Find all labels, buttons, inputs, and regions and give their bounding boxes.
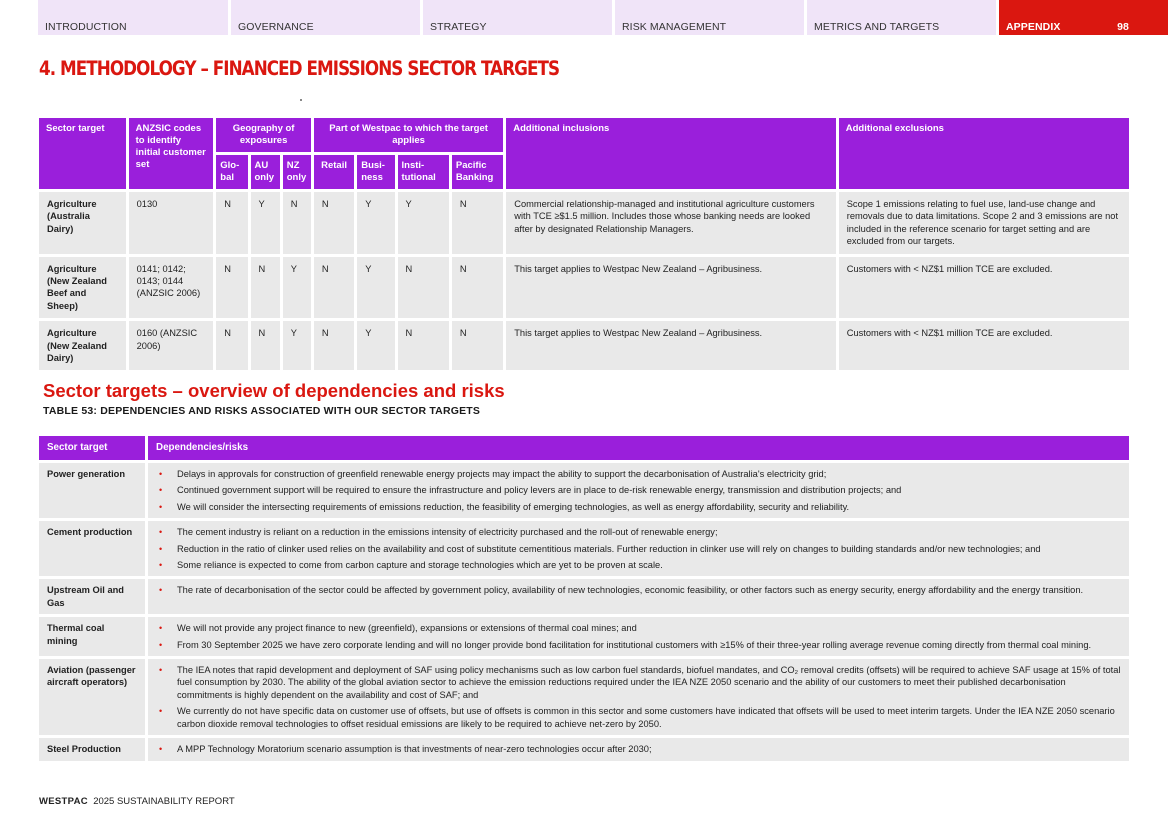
risk-text: We will not provide any project finance to new (greenfield), expansions or extensions of thermal coal mines; and [177, 623, 637, 634]
stray-mark [300, 99, 302, 101]
tab-metrics-and-targets[interactable]: METRICS AND TARGETS [807, 0, 996, 35]
cell-au: N [251, 257, 280, 319]
risk-text: Delays in approvals for construction of greenfield renewable energy projects may impact the ability to support the decarbonisation of Australia's electricity grid; [177, 469, 827, 479]
risk-text: Some reliance is expected to come from carbon capture and storage technologies which are yet to be proven at scale. [177, 560, 663, 571]
list-item [156, 501, 1121, 513]
cell-sector: Upstream Oil and Gas [39, 579, 145, 614]
cell-anzsic: 0160 (ANZSIC 2006) [129, 321, 214, 370]
cell-sector: Cement production [39, 521, 145, 576]
cell-inclusions: Commercial relationship-managed and institutional agriculture customers with TCE ≥$1.5 million. Includes those whose banking needs are looked after by designated Relationship Managers. [506, 192, 835, 254]
cell-global: N [216, 192, 247, 254]
header-au-only: AU only [251, 155, 280, 189]
cell-anzsic: 0141; 0142; 0143; 0144 (ANZSIC 2006) [129, 257, 214, 319]
footer [39, 796, 235, 807]
bullet-icon: • [159, 560, 163, 571]
cell-risks [148, 659, 1129, 735]
cell-anzsic: 0130 [129, 192, 214, 254]
dependencies-risks-table [36, 433, 1132, 764]
cell-global: N [216, 257, 247, 319]
table-row [39, 463, 1129, 518]
cell-sector: Agriculture (New Zealand Beef and Sheep) [39, 257, 126, 319]
cell-risks [148, 521, 1129, 576]
cell-sector: Power generation [39, 463, 145, 518]
header-retail: Retail [314, 155, 354, 189]
methodology-table [36, 115, 1132, 373]
tab-risk-management[interactable]: RISK MANAGEMENT [615, 0, 804, 35]
list-item [156, 664, 1121, 701]
bullet-icon: • [159, 543, 163, 554]
list-item [156, 468, 1121, 480]
tab-governance[interactable]: GOVERNANCE [231, 0, 420, 35]
list-item [156, 543, 1121, 555]
list-item [156, 622, 1121, 634]
cell-inclusions: This target applies to Westpac New Zealand – Agribusiness. [506, 321, 835, 370]
cell-business: Y [357, 321, 394, 370]
tab-introduction[interactable]: INTRODUCTION [38, 0, 228, 35]
cell-au: Y [251, 192, 280, 254]
header-additional-exclusions: Additional exclusions [839, 118, 1129, 189]
footer-text: 2025 SUSTAINABILITY REPORT [93, 796, 235, 807]
section-title: Sector targets – overview of dependencies and risks [43, 380, 505, 401]
cell-institutional: Y [398, 192, 449, 254]
cell-retail: N [314, 257, 354, 319]
header-geography: Geography of exposures [216, 118, 311, 152]
bullet-icon: • [159, 665, 163, 676]
risk-text: The cement industry is reliant on a reduction in the emissions intensity of electricity purchased and the roll-out of renewable energy; [177, 527, 718, 538]
bullet-icon: • [159, 639, 163, 650]
bullet-icon: • [159, 706, 163, 717]
list-item [156, 743, 1121, 755]
table-row [39, 659, 1129, 735]
cell-inclusions: This target applies to Westpac New Zealand – Agribusiness. [506, 257, 835, 319]
table-row [39, 521, 1129, 576]
cell-nz: Y [283, 321, 311, 370]
bullet-icon: • [159, 485, 163, 496]
bullet-icon: • [159, 744, 163, 755]
risk-text: Continued government support will be required to ensure the infrastructure and policy levers are in place to de-risk renewable energy, transmission and distribution projects; and [177, 485, 902, 496]
top-navigation [38, 0, 1168, 35]
list-item [156, 526, 1121, 538]
header-nz-only: NZ only [283, 155, 311, 189]
cell-institutional: N [398, 257, 449, 319]
cell-pacific: N [452, 321, 503, 370]
cell-business: Y [357, 257, 394, 319]
cell-sector: Thermal coal mining [39, 617, 145, 656]
risk-text: The rate of decarbonisation of the sector could be affected by government policy, availability of new technologies, economic feasibility, or other factors such as energy security, energy affordability and the energy transition. [177, 585, 1084, 596]
table-row [39, 617, 1129, 656]
cell-risks [148, 579, 1129, 614]
cell-institutional: N [398, 321, 449, 370]
tab-appendix-label: APPENDIX [1006, 21, 1061, 33]
header-anzsic: ANZSIC codes to identify initial customer set [129, 118, 214, 189]
list-item [156, 584, 1121, 596]
cell-exclusions: Customers with < NZ$1 million TCE are excluded. [839, 321, 1129, 370]
table-row [39, 579, 1129, 614]
cell-nz: N [283, 192, 311, 254]
table-caption: TABLE 53: DEPENDENCIES AND RISKS ASSOCIATED WITH OUR SECTOR TARGETS [43, 405, 481, 417]
bullet-icon: • [159, 527, 163, 538]
cell-retail: N [314, 321, 354, 370]
header-pacific-banking: Pacific Banking [452, 155, 503, 189]
cell-retail: N [314, 192, 354, 254]
risk-text: The IEA notes that rapid development and deployment of SAF using policy mechanisms such as low carbon fuel standards, biofuel mandates, and CO₂ removal credits (offsets) will be required to achieve SAF usage at 15% of total fuel consumption by 2030. The ability of the global aviation sector to achieve the emission reductions required under the IEA NZE 2050 scenario and the ability of our customers to meet their published decarbonisation commitments is highly dependent on the availability and cost of SAF; and [177, 665, 1121, 700]
cell-exclusions: Scope 1 emissions relating to fuel use, land-use change and removals due to data limitations. Scope 2 and 3 emissions are not included in the reference scenario for target setting and are excluded from our targets. [839, 192, 1129, 254]
header-business: Busi-ness [357, 155, 394, 189]
table-row [39, 192, 1129, 254]
cell-risks [148, 463, 1129, 518]
list-item [156, 705, 1121, 730]
cell-sector: Steel Production [39, 738, 145, 760]
cell-exclusions: Customers with < NZ$1 million TCE are excluded. [839, 257, 1129, 319]
cell-au: N [251, 321, 280, 370]
header-sector-target: Sector target [39, 118, 126, 189]
header-global: Glo-bal [216, 155, 247, 189]
cell-sector: Agriculture (Australia Dairy) [39, 192, 126, 254]
cell-nz: Y [283, 257, 311, 319]
cell-business: Y [357, 192, 394, 254]
bullet-icon: • [159, 469, 163, 479]
tab-appendix[interactable] [999, 0, 1168, 35]
risk-text: A MPP Technology Moratorium scenario assumption is that investments of near-zero technologies occur after 2030; [177, 744, 652, 755]
header-institutional: Insti-tutional [398, 155, 449, 189]
page-title: 4. METHODOLOGY – FINANCED EMISSIONS SECTOR TARGETS [39, 57, 560, 80]
header-additional-inclusions: Additional inclusions [506, 118, 835, 189]
cell-risks [148, 738, 1129, 760]
footer-brand: WESTPAC [39, 796, 88, 807]
table-row [39, 738, 1129, 760]
cell-risks [148, 617, 1129, 656]
page-number: 98 [1117, 21, 1129, 33]
cell-pacific: N [452, 192, 503, 254]
bullet-icon: • [159, 623, 163, 634]
table-row [39, 321, 1129, 370]
risk-text: From 30 September 2025 we have zero corporate lending and will no longer provide bond facilitation for institutional customers with ≥15% of their three-year rolling average revenue coming directly from thermal coal mining. [177, 639, 1092, 650]
risk-text: We currently do not have specific data on customer use of offsets, but use of offsets is common in this sector and some customers have indicated that offsets will be used to meet interim targets. Under the IEA NZE 2050 scenario carbon dioxide removal technologies to offset residual emissions are likely to be required to achieve net-zero by 2050. [177, 706, 1115, 729]
table-row [39, 257, 1129, 319]
header-part-of-westpac: Part of Westpac to which the target applies [314, 118, 503, 152]
cell-sector: Agriculture (New Zealand Dairy) [39, 321, 126, 370]
cell-pacific: N [452, 257, 503, 319]
header-sector-target: Sector target [39, 436, 145, 460]
tab-strategy[interactable]: STRATEGY [423, 0, 612, 35]
bullet-icon: • [159, 501, 163, 512]
header-dependencies-risks: Dependencies/risks [148, 436, 1129, 460]
cell-sector: Aviation (passenger aircraft operators) [39, 659, 145, 735]
list-item [156, 484, 1121, 496]
risk-text: We will consider the intersecting requirements of emissions reduction, the feasibility of emerging technologies, as well as energy affordability, security and reliability. [177, 501, 850, 512]
list-item [156, 559, 1121, 571]
list-item [156, 639, 1121, 651]
risk-text: Reduction in the ratio of clinker used relies on the availability and cost of substitute cementitious materials. Further reduction in clinker use will rely on changes to building standards and/or new technologies; and [177, 543, 1041, 554]
bullet-icon: • [159, 585, 163, 596]
cell-global: N [216, 321, 247, 370]
